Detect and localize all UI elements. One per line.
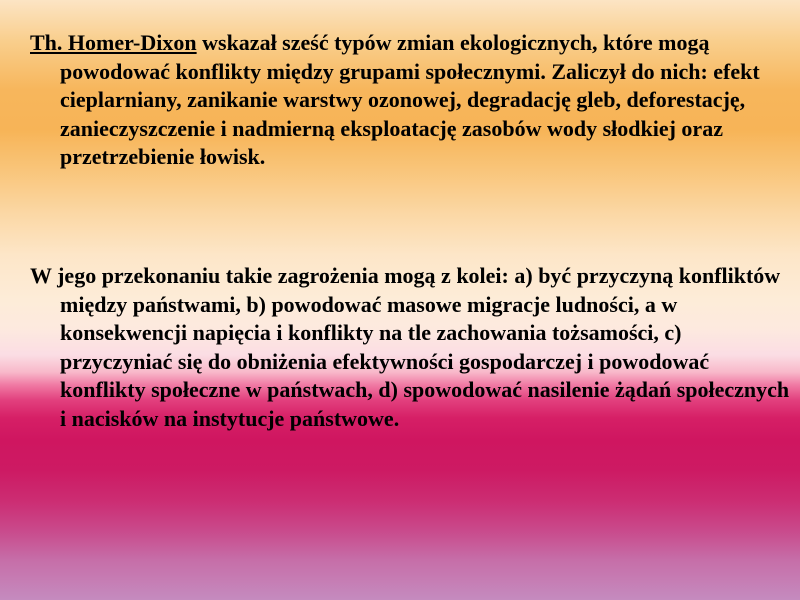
paragraph-threats-consequences bbox=[30, 262, 790, 433]
paragraph-1-text: wskazał sześć typów zmian ekologicznych, które mogą powodować konflikty między grupami społecznymi. Zaliczył do nich: efekt cieplarniany, zanikanie warstwy ozonowej, degradację gleb, deforestację, zanieczyszczenie i nadmierną eksploatację zasobów wody słodkiej oraz przetrzebienie łowisk. bbox=[60, 30, 760, 169]
paragraph-2-text: W jego przekonaniu takie zagrożenia mogą z kolei: a) być przyczyną konfliktów między państwami, b) powodować masowe migracje ludności, a w konsekwencji napięcia i konflikty na tle zachowania tożsamości, c) przyczyniać się do obniżenia efektywności gospodarczej i powodować konflikty społeczne w państwach, d) spowodować nasilenie żądań społecznych i nacisków na instytucje państwowe. bbox=[30, 263, 790, 431]
paragraph-ecological-changes bbox=[30, 29, 790, 172]
author-name: Th. Homer-Dixon bbox=[30, 30, 197, 55]
